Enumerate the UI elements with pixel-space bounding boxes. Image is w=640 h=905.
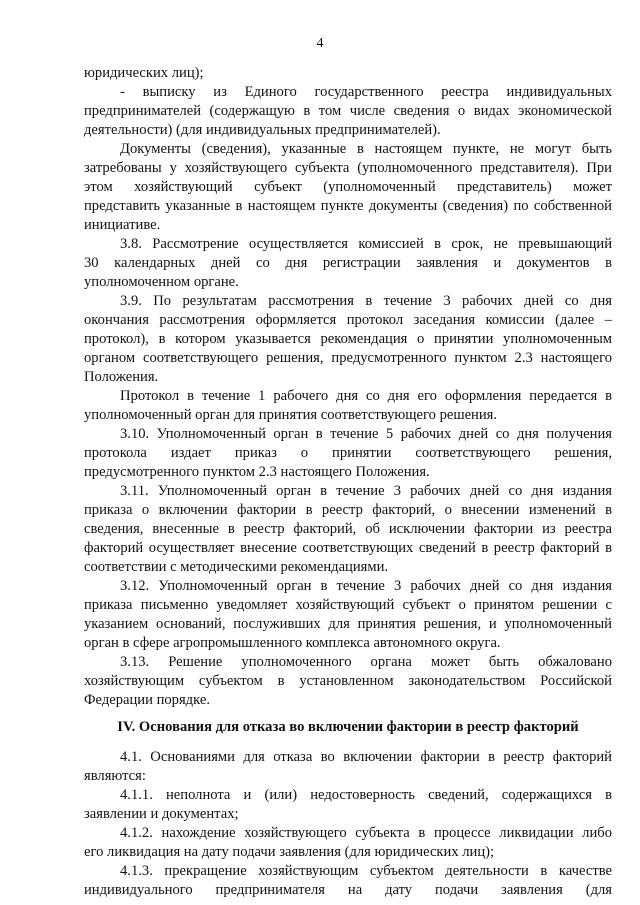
text-line: Документы (сведения), указанные в настоящем пункте, не могут быть — [120, 141, 612, 157]
text-line: сведения, внесенные в реестр факторий, об исключении фактории из реестра — [84, 521, 612, 537]
text-line: являются: — [84, 768, 146, 784]
section-heading: IV. Основания для отказа во включении фактории в реестр факторий — [117, 719, 579, 735]
text-line: - выписку из Единого государственного реестра индивидуальных — [120, 84, 612, 100]
text-line: органом соответствующего решения, предусмотренного пунктом 2.3 настоящего — [84, 350, 612, 366]
text-line: Федерации порядке. — [84, 692, 210, 708]
text-line: 4.1.3. прекращение хозяйствующим субъектом деятельности в качестве — [120, 863, 612, 879]
text-line: протокола издает приказ о принятии соответствующего решения, — [84, 445, 612, 461]
text-line: орган в сфере агропромышленного комплекса автономного округа. — [84, 635, 501, 651]
text-line: указанием оснований, послуживших для принятия решения, и уполномоченный — [84, 616, 612, 632]
text-line: приказа о включении фактории в реестр факторий, о внесении изменений в — [84, 502, 612, 518]
text-line: деятельности) (для индивидуальных предпринимателей). — [84, 122, 441, 138]
page-number: 4 — [316, 36, 324, 51]
text-line: его ликвидация на дату подачи заявления (для юридических лиц); — [84, 844, 495, 860]
text-line: Протокол в течение 1 рабочего дня со дня его оформления передается в — [120, 388, 612, 404]
text-line: представить указанные в настоящем пункте документы (сведения) по собственной — [84, 198, 612, 214]
text-line: хозяйствующим субъектом в установленном законодательством Российской — [84, 673, 612, 689]
text-line: факторий осуществляет внесение соответствующих сведений в реестр факторий в — [84, 540, 612, 556]
text-line: Положения. — [84, 369, 159, 385]
text-line: предусмотренного пунктом 2.3 настоящего Положения. — [84, 464, 430, 480]
text-line: 3.12. Уполномоченный орган в течение 3 рабочих дней со дня издания — [120, 578, 612, 594]
text-line: предпринимателей (содержащую в том числе сведения о видах экономической — [84, 103, 612, 119]
text-line: 3.8. Рассмотрение осуществляется комиссией в срок, не превышающий — [120, 236, 612, 252]
text-line: затребованы у хозяйствующего субъекта (уполномоченного представителя). При — [84, 160, 612, 176]
text-line: окончания рассмотрения оформляется протокол заседания комиссии (далее – — [84, 312, 612, 328]
text-line: юридических лиц); — [84, 65, 204, 81]
text-line: заявлении и документах; — [84, 806, 239, 822]
text-line: 30 календарных дней со дня регистрации заявления и документов в — [84, 255, 612, 271]
text-line: этом хозяйствующий субъект (уполномоченный представитель) может — [84, 179, 612, 195]
text-line: инициативе. — [84, 217, 161, 233]
text-line: 3.10. Уполномоченный орган в течение 5 рабочих дней со дня получения — [120, 426, 612, 442]
text-line: 4.1. Основаниями для отказа во включении фактории в реестр факторий — [120, 749, 612, 765]
text-line: индивидуального предпринимателя на дату подачи заявления (для — [84, 882, 612, 898]
text-line: соответствии с методическими рекомендациями. — [84, 559, 389, 575]
text-line: уполномоченный орган для принятия соответствующего решения. — [84, 407, 498, 423]
text-line: уполномоченном органе. — [84, 274, 239, 290]
text-line: приказа письменно уведомляет хозяйствующий субъект о принятом решении с — [84, 597, 612, 613]
text-line: 3.11. Уполномоченный орган в течение 3 рабочих дней со дня издания — [120, 483, 612, 499]
text-line: 4.1.2. нахождение хозяйствующего субъекта в процессе ликвидации либо — [120, 825, 612, 841]
text-line: 3.9. По результатам рассмотрения в течение 3 рабочих дней со дня — [120, 293, 612, 309]
text-line: 4.1.1. неполнота и (или) недостоверность сведений, содержащихся в — [120, 787, 612, 803]
text-line: протокол), в котором указывается рекомендация о принятии уполномоченным — [84, 331, 612, 347]
text-line: 3.13. Решение уполномоченного органа может быть обжаловано — [120, 654, 612, 670]
